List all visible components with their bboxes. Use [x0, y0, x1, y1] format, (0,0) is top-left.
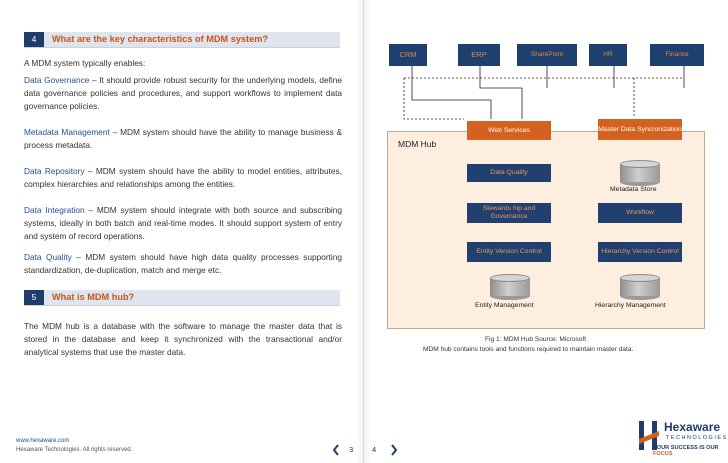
tagline-part: YOUR SUCCESS IS OUR: [653, 445, 719, 451]
term-label: Data Quality: [24, 252, 72, 262]
entity-management-label: Entity Management: [475, 302, 534, 309]
paragraph-metadata-management: [24, 126, 342, 152]
term-description: – MDM system should integrate with both source and subscribing systems, ideally in both batch and real-time modes. It should support system of entry and system of record operations.: [24, 205, 342, 241]
footer-rights: Hexaware Technologies. All rights reserved.: [16, 447, 133, 453]
hierarchy-management-label: Hierarchy Management: [595, 302, 666, 309]
database-icon: [620, 160, 660, 186]
logo-tagline: [653, 445, 728, 457]
figure-caption: Fig 1: MDM Hub Source: Microsoft: [485, 336, 587, 343]
entity-version-box: Entity Version Control: [467, 242, 551, 262]
section-divider: [24, 47, 340, 48]
term-label: Data Governance: [24, 75, 90, 85]
web-services-box: Web Services: [467, 121, 551, 140]
section-number: 5: [24, 290, 44, 305]
section-title: What is MDM hub?: [52, 292, 135, 302]
term-label: Metadata Management: [24, 127, 110, 137]
tagline-focus: FOCUS: [653, 451, 673, 457]
mdm-hub-label: MDM Hub: [398, 139, 437, 149]
term-description: – MDM system should have the ability to model entities, attributes, complex hierarchies and relationships among the entities.: [24, 166, 342, 189]
term-label: Data Repository: [24, 166, 85, 176]
figure-description: MDM hub contains tools and functions required to maintain master data.: [423, 346, 634, 353]
term-description: – MDM system should have the ability to manage business & process metadata.: [24, 127, 343, 150]
section-title: What are the key characteristics of MDM system?: [52, 34, 268, 44]
paragraph-data-quality: [24, 251, 342, 277]
logo-subtitle: TECHNOLOGIES: [666, 435, 728, 441]
logo-name: Hexaware: [664, 420, 721, 434]
section-number: 4: [24, 32, 44, 47]
paragraph-data-governance: [24, 74, 342, 113]
system-hr: HR: [589, 44, 627, 66]
system-erp: ERP: [458, 44, 500, 66]
term-description: – It should provide robust security for the underlying models, define data governance policies and procedures, and support workflows to implement data governance policies.: [24, 75, 342, 111]
footer-url[interactable]: www.hexaware.com: [16, 438, 70, 444]
hierarchy-version-box: Hierarchy Version Control: [598, 242, 682, 262]
system-sharepoint: SharePoint: [517, 44, 577, 66]
section-divider: [24, 305, 340, 306]
gutter-shadow: [355, 0, 363, 463]
paragraph-mdm-hub: The MDM hub is a database with the software to manage the master data that is stored in the database and keep it synchronized with the transactional and/or analytical systems that use the master data.: [24, 321, 342, 357]
master-sync-box: Master Data Syncronization: [598, 119, 682, 140]
system-finance: Finance: [650, 44, 704, 66]
workflow-box: Workflow: [598, 203, 682, 223]
paragraph-data-integration: [24, 204, 342, 243]
section-heading-4: [24, 32, 340, 47]
intro-text: A MDM system typically enables:: [24, 58, 146, 68]
database-icon: [490, 274, 530, 300]
page-number-left: 3: [349, 445, 354, 454]
page-number-right: 4: [372, 445, 377, 454]
database-icon: [620, 274, 660, 300]
chevron-left-icon[interactable]: [332, 444, 340, 459]
term-label: Data Integration: [24, 205, 85, 215]
data-quality-box: Data Quality: [467, 164, 551, 182]
paragraph-data-repository: [24, 165, 342, 191]
section-heading-5: [24, 290, 340, 305]
system-crm: CRM: [389, 44, 427, 66]
term-description: – MDM system should have high data quality processes supporting standardization, de-duplication, match and merge etc.: [24, 252, 343, 275]
stewardship-box: Stewards hip and Governance: [467, 203, 551, 223]
metadata-store-label: Metadata Store: [610, 186, 657, 193]
